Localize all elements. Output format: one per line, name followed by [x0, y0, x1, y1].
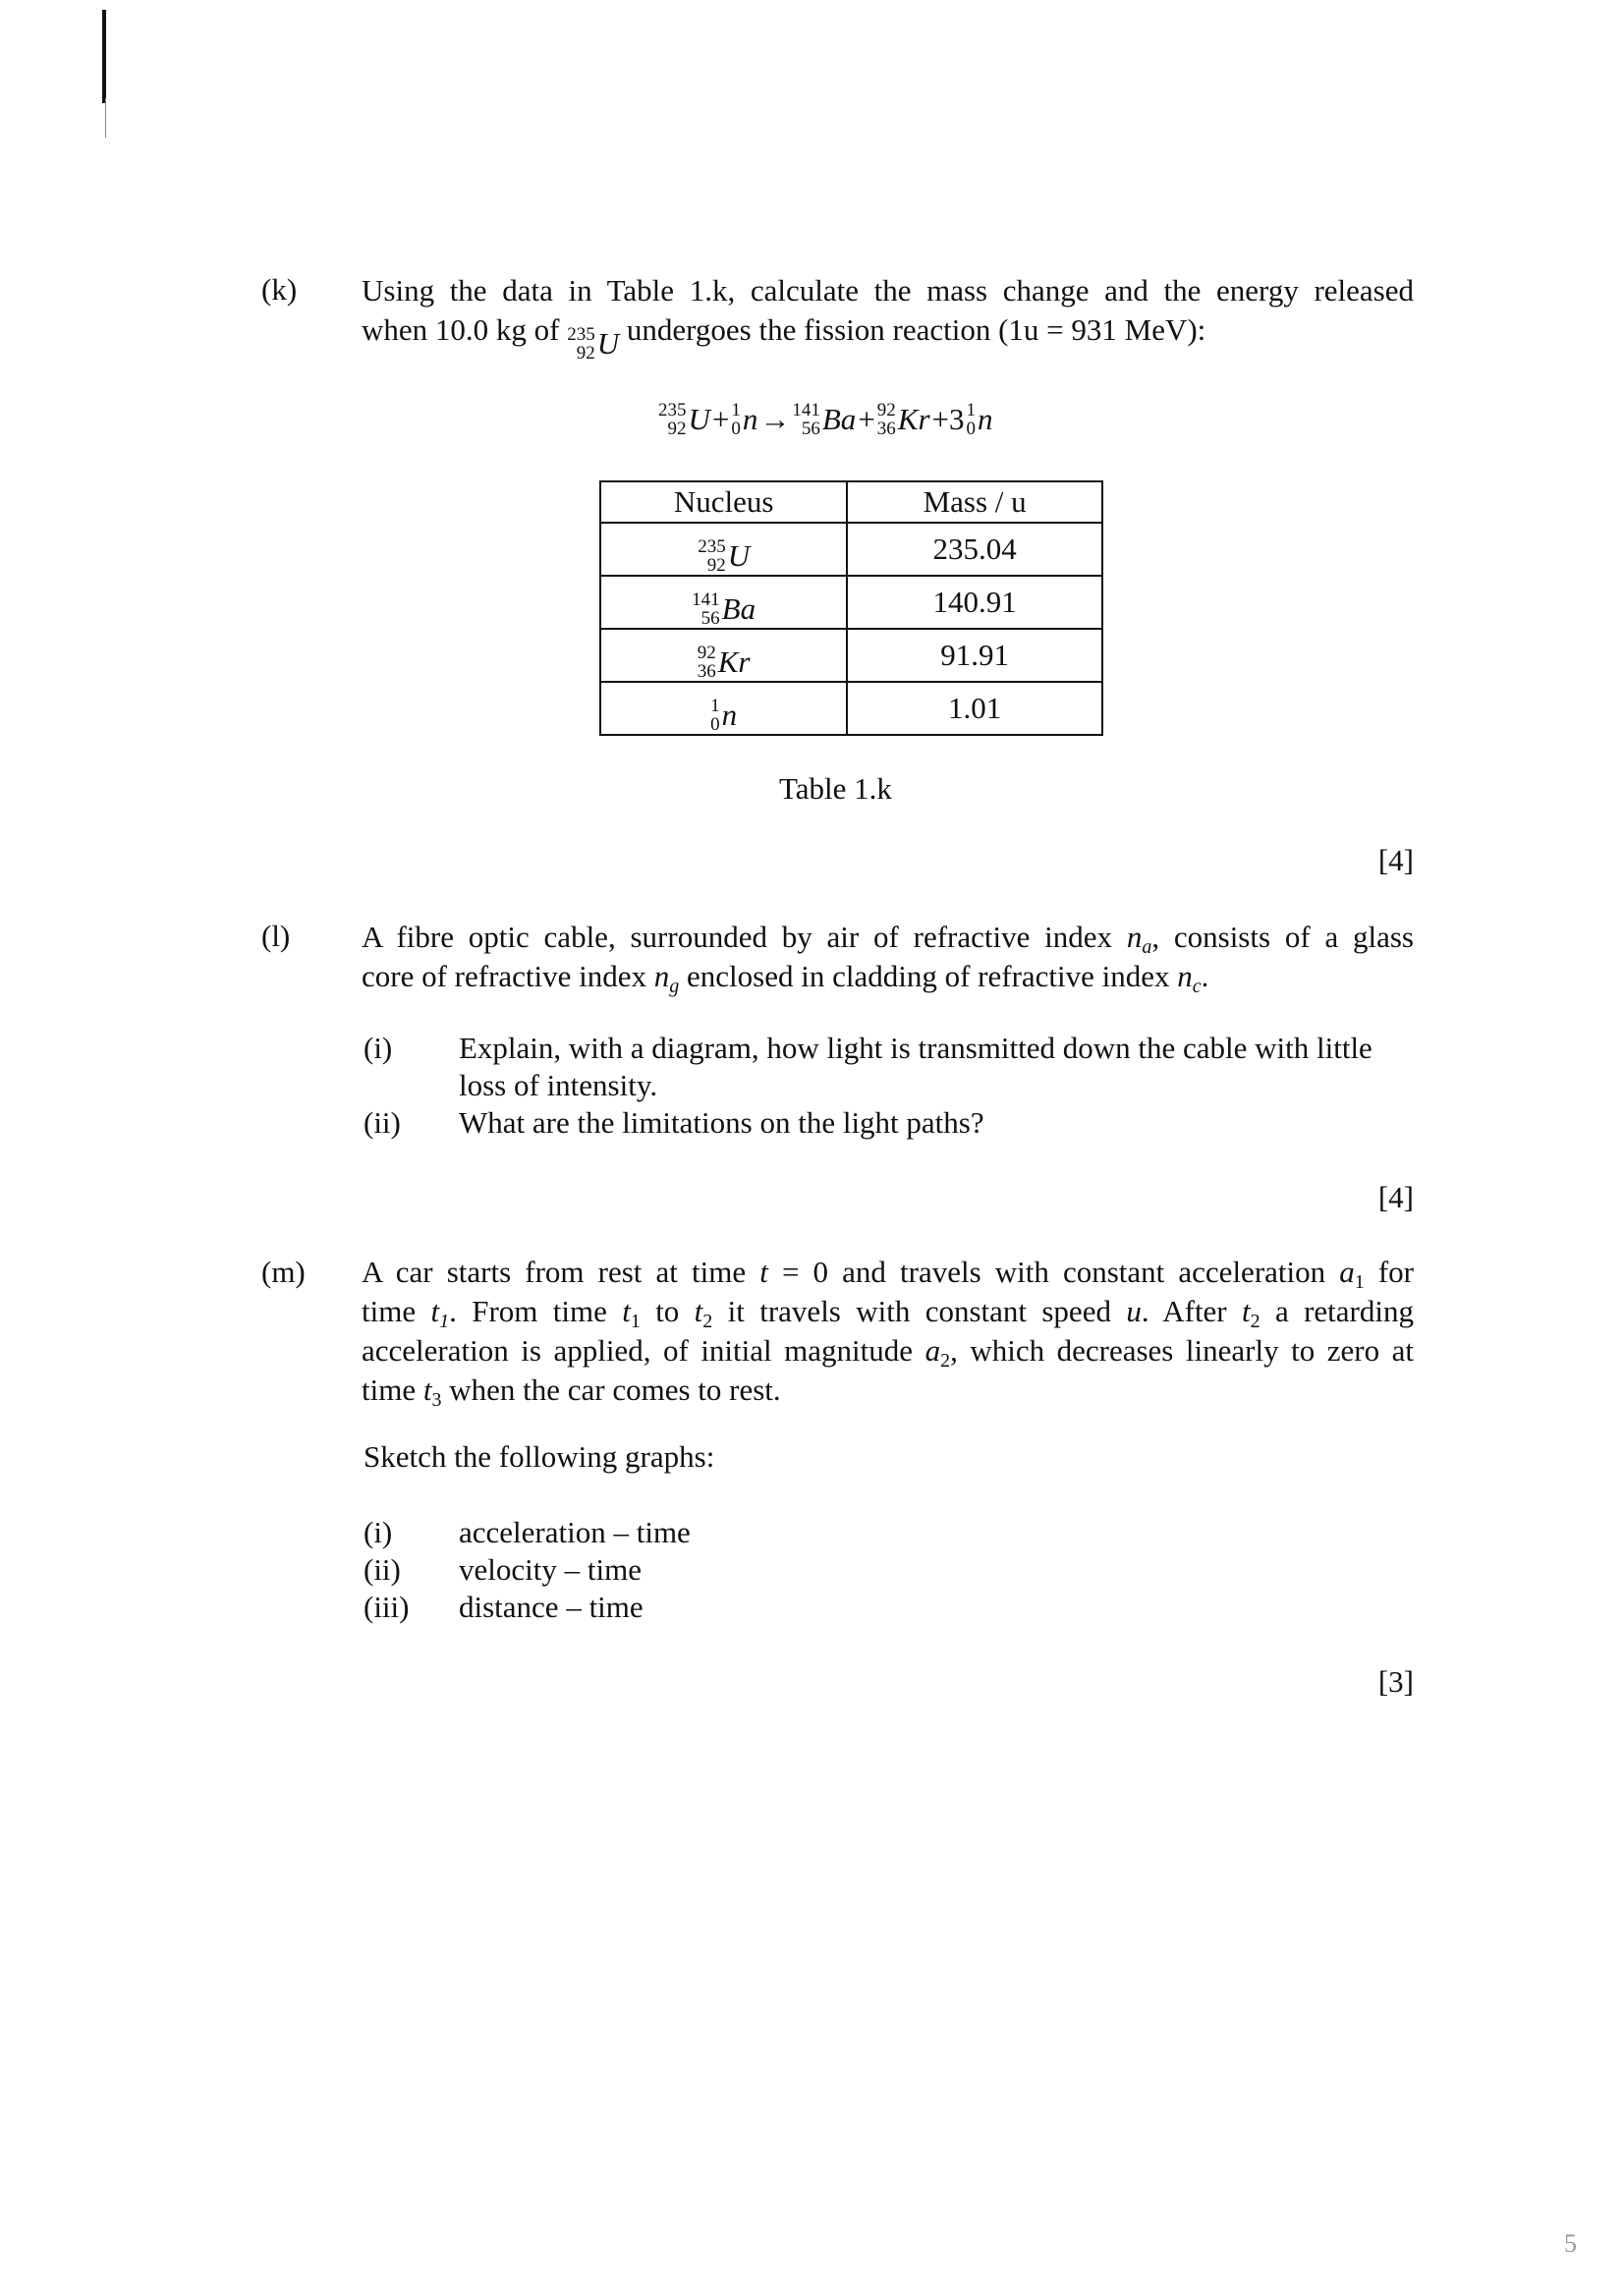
question-m-marks: [3] — [1377, 1664, 1414, 1699]
m-line-4-a: time — [362, 1372, 417, 1407]
question-l-marks: [4] — [1377, 1180, 1414, 1214]
question-k-line-1: Using the data in Table 1.k, calculate the mass change and the energy released — [362, 273, 1414, 308]
var-sub-1: 1 — [439, 1311, 450, 1332]
nuclide-atomic: 56 — [700, 608, 720, 629]
nuclide-mass: 1 — [710, 696, 720, 716]
graph-item-number: (iii) — [364, 1590, 410, 1624]
m-line-1-b: = 0 and travels with constant acceleration — [781, 1255, 1326, 1289]
nuclide-symbol: Ba — [821, 402, 857, 437]
nuclide-numbers — [658, 401, 687, 438]
question-m-label: (m) — [261, 1255, 306, 1289]
question-k-line-2 — [362, 310, 1414, 364]
question-l-line-2-a: core of refractive index — [362, 959, 647, 993]
nuclide-u — [698, 537, 750, 575]
question-l-sub-ii-text: What are the limitations on the light paths? — [459, 1105, 984, 1140]
nuclide-atomic: 0 — [710, 714, 720, 735]
var-u: u — [1126, 1294, 1142, 1328]
nuclide-atomic: 56 — [801, 419, 820, 439]
var-sub-3: 3 — [431, 1389, 442, 1411]
nucleus-cell — [600, 629, 847, 682]
m-line-3-a: acceleration is applied, of initial magnitude — [362, 1333, 914, 1368]
nuclide-n — [710, 697, 737, 734]
nuclide-numbers — [710, 697, 720, 734]
var-sub-c: c — [1192, 976, 1202, 997]
question-l-line-2-c: . — [1201, 959, 1209, 993]
m-line-1-a: A car starts from rest at time — [362, 1255, 747, 1289]
nuclide-mass: 1 — [966, 400, 977, 420]
var-t: t — [430, 1294, 440, 1328]
m-line-2-c: to — [655, 1294, 680, 1328]
table-row — [600, 682, 1102, 735]
scan-mark-tail — [105, 98, 106, 138]
question-m-line-2 — [362, 1292, 1414, 1331]
nuclide-symbol: n — [742, 402, 758, 437]
table-row — [600, 576, 1102, 629]
nucleus-cell — [600, 523, 847, 576]
m-line-2-e: . After — [1141, 1294, 1227, 1328]
mass-cell: 235.04 — [847, 523, 1102, 576]
m-line-1-c: for — [1377, 1255, 1414, 1289]
var-sub-1: 1 — [630, 1311, 641, 1332]
nucleus-mass-table — [599, 480, 1103, 736]
var-t: t — [759, 1255, 768, 1289]
question-k-text — [362, 271, 1414, 364]
nuclide-kr — [698, 644, 751, 681]
table-header-nucleus: Nucleus — [600, 481, 847, 523]
question-k-line-2-post: undergoes the fission reaction (1u = 931 MeV): — [626, 312, 1206, 347]
question-l-sub-i-text — [459, 1030, 1414, 1104]
var-t: t — [694, 1294, 703, 1328]
var-sub-1: 1 — [1354, 1271, 1365, 1293]
nuclide-u — [658, 401, 710, 438]
question-l-sub-ii-label: (ii) — [364, 1105, 401, 1140]
question-m-line-3 — [362, 1331, 1414, 1371]
question-k-line-2-pre: when 10.0 kg of — [362, 312, 560, 347]
table-row — [600, 629, 1102, 682]
var-t: t — [1242, 1294, 1251, 1328]
nuclide-kr — [877, 401, 930, 438]
m-line-2-a: time — [362, 1294, 417, 1328]
nuclide-atomic: 36 — [697, 661, 716, 682]
nuclide-numbers — [967, 401, 977, 438]
nuclide-n — [731, 401, 757, 438]
nucleus-cell — [600, 682, 847, 735]
question-l-sub-i-line-2: loss of intensity. — [459, 1068, 658, 1102]
question-m-line-4 — [362, 1371, 1414, 1410]
nuclide-mass: 92 — [697, 643, 716, 663]
nuclide-ba — [792, 401, 856, 438]
equation-operator: → — [759, 402, 791, 437]
var-n: n — [653, 959, 670, 993]
var-sub-2: 2 — [1250, 1311, 1260, 1332]
table-caption: Table 1.k — [779, 771, 892, 806]
nuclide-atomic: 92 — [706, 555, 726, 576]
var-n: n — [1177, 959, 1193, 993]
nuclide-numbers — [731, 401, 741, 438]
nuclide-atomic: 92 — [667, 419, 687, 439]
equation-operator: + — [711, 402, 730, 437]
mass-cell: 91.91 — [847, 629, 1102, 682]
page-number: 5 — [1564, 2228, 1577, 2258]
nuclide-ba — [692, 590, 756, 628]
question-l-sub-i-label: (i) — [364, 1031, 393, 1065]
scan-mark — [102, 10, 106, 103]
nuclide-mass: 92 — [876, 400, 896, 420]
nuclide-atomic: 0 — [966, 419, 977, 439]
graph-item-text: distance – time — [459, 1590, 644, 1624]
fission-equation — [658, 401, 993, 438]
table-row — [600, 523, 1102, 576]
m-line-3-b: , which decreases linearly to zero at — [950, 1333, 1414, 1368]
question-m-text — [362, 1253, 1414, 1410]
graph-item-number: (ii) — [364, 1552, 401, 1587]
nuclide-numbers — [698, 537, 726, 575]
nuclide-symbol: n — [721, 698, 738, 733]
nuclide-symbol: Kr — [897, 402, 930, 437]
nuclide-numbers — [792, 401, 820, 438]
question-l-text — [362, 918, 1414, 996]
nuclide-mass: 235 — [658, 400, 687, 420]
equation-operator: +3 — [931, 402, 965, 437]
question-l-line-1-a: A fibre optic cable, surrounded by air of refractive index — [362, 920, 1113, 954]
nuclide-mass: 235 — [567, 324, 595, 345]
m-line-4-b: when the car comes to rest. — [449, 1372, 781, 1407]
nuclide-symbol: Kr — [717, 644, 751, 680]
mass-cell: 140.91 — [847, 576, 1102, 629]
question-k-label: (k) — [261, 272, 298, 307]
var-sub-a: a — [1142, 936, 1152, 958]
question-l-line-2-b: enclosed in cladding of refractive index — [687, 959, 1170, 993]
nuclide-symbol: Ba — [721, 591, 756, 627]
m-line-2-b: . From time — [449, 1294, 607, 1328]
nuclide-atomic: 92 — [576, 343, 595, 364]
question-m-line-1 — [362, 1253, 1414, 1292]
m-line-2-f: a retarding — [1274, 1294, 1414, 1328]
nuclide-mass: 1 — [731, 400, 741, 420]
nuclide-mass: 141 — [792, 400, 820, 420]
mass-cell: 1.01 — [847, 682, 1102, 735]
var-a: a — [1339, 1255, 1355, 1289]
m-line-2-d: it travels with constant speed — [727, 1294, 1111, 1328]
nuclide-atomic: 0 — [731, 419, 741, 439]
nuclide-symbol: n — [978, 402, 993, 437]
nuclide-numbers — [692, 590, 720, 628]
graph-item-number: (i) — [364, 1515, 393, 1549]
question-k-marks: [4] — [1377, 843, 1414, 877]
var-t: t — [622, 1294, 631, 1328]
question-l-line-1-b: , consists of a glass — [1151, 920, 1414, 954]
var-t: t — [422, 1372, 432, 1407]
nuclide-numbers — [877, 401, 896, 438]
nuclide-symbol: U — [596, 326, 620, 361]
graph-item-text: acceleration – time — [459, 1515, 691, 1549]
nuclide-symbol: U — [727, 538, 751, 574]
nuclide-atomic: 36 — [876, 419, 896, 439]
nucleus-cell — [600, 576, 847, 629]
var-sub-g: g — [669, 976, 680, 997]
var-sub-2: 2 — [702, 1311, 713, 1332]
nuclide-numbers — [698, 644, 716, 681]
graph-item-text: velocity – time — [459, 1552, 642, 1587]
question-l-sub-i-line-1: Explain, with a diagram, how light is transmitted down the cable with little — [459, 1031, 1372, 1065]
sketch-instruction: Sketch the following graphs: — [364, 1439, 715, 1474]
table-header-mass: Mass / u — [847, 481, 1102, 523]
nuclide-mass: 141 — [692, 589, 720, 610]
question-l-line-2 — [362, 957, 1414, 996]
nuclide-u235-inline — [567, 324, 619, 364]
equation-operator: + — [858, 402, 875, 437]
question-l-line-1 — [362, 918, 1414, 957]
question-l-label: (l) — [261, 919, 291, 953]
nuclide-mass: 235 — [698, 536, 726, 557]
nuclide-symbol: U — [688, 402, 710, 437]
var-sub-2: 2 — [940, 1350, 951, 1372]
nuclide-n — [967, 401, 993, 438]
var-a: a — [924, 1333, 941, 1368]
var-n: n — [1126, 920, 1143, 954]
